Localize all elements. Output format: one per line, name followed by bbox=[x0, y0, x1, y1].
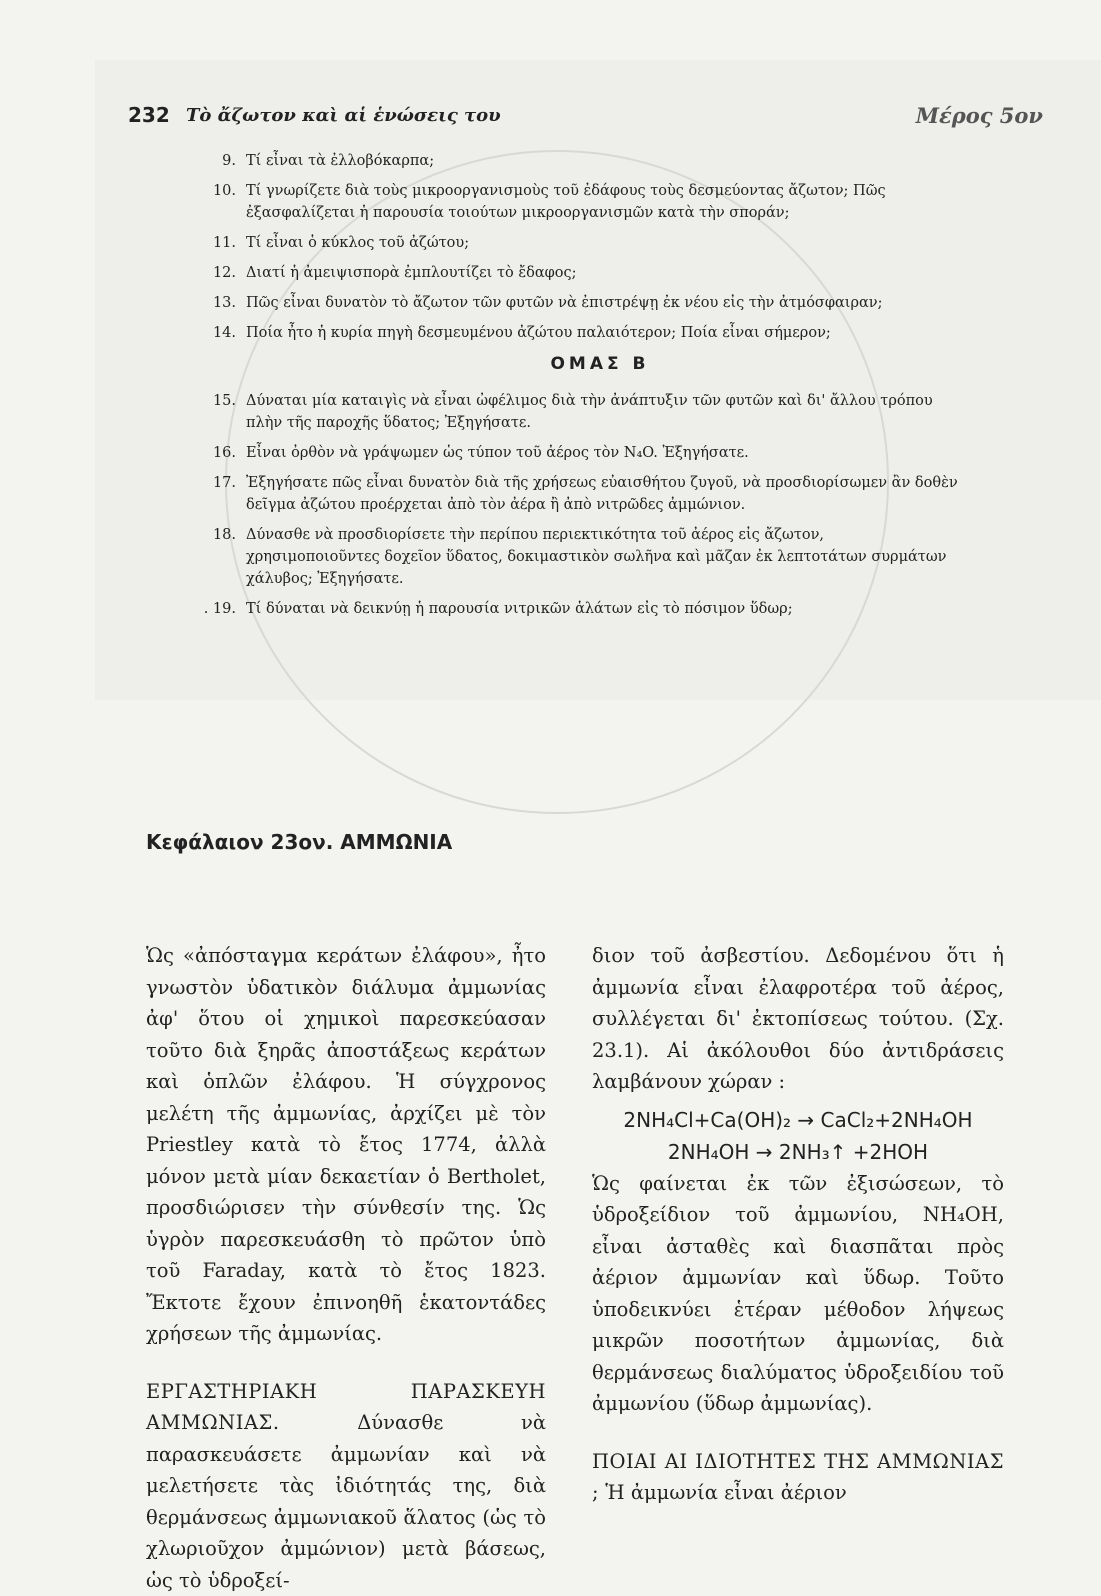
question-item: . 19. Τί δύναται νὰ δεικνύῃ ἡ παρουσία νιτρικῶν ἁλάτων εἰς τὸ πόσιμον ὕδωρ; bbox=[200, 598, 960, 620]
left-column bbox=[146, 940, 546, 1596]
lab-prep-text: Δύνασθε νὰ παρασκευάσετε ἀμμωνίαν καὶ νὰ μελετήσετε τὰς ἰδιότητάς της, διὰ θερμάνσεως ἀμμωνιακοῦ ἅλατος (ὡς τὸ χλωριοῦχον ἀμμώνιον) μετὰ βάσεως, ὡς τὸ ὑδροξεί- bbox=[146, 1411, 546, 1592]
properties-text: Ἡ ἀμμωνία εἶναι ἀέριον bbox=[605, 1481, 846, 1504]
question-item: 9. Τί εἶναι τὰ ἐλλοβόκαρπα; bbox=[200, 150, 960, 172]
right-column bbox=[592, 940, 1004, 1509]
question-item: 11. Τί εἶναι ὁ κύκλος τοῦ ἀζώτου; bbox=[200, 232, 960, 254]
question-item: 18. Δύνασθε νὰ προσδιορίσετε τὴν περίπου περιεκτικότητα τοῦ ἀέρος εἰς ἄζωτον, χρησιμοποιοῦντες δοχεῖον ὕδατος, δοκιμαστικὸν σωλῆνα καὶ μᾶζαν ἐκ λεπτοτάτων συρμάτων χάλυβος; Ἐξηγήσατε. bbox=[200, 524, 960, 590]
properties-paragraph bbox=[592, 1446, 1004, 1509]
question-item: 10. Τί γνωρίζετε διὰ τοὺς μικροοργανισμοὺς τοῦ ἐδάφους τοὺς δεσμεύοντας ἄζωτον; Πῶς ἐξασφαλίζεται ἡ παρουσία τοιούτων μικροοργανισμῶν κατὰ τὴν σποράν; bbox=[200, 180, 960, 224]
question-item: 13. Πῶς εἶναι δυνατὸν τὸ ἄζωτον τῶν φυτῶν νὰ ἐπιστρέψῃ ἐκ νέου εἰς τὴν ἀτμόσφαιραν; bbox=[200, 292, 960, 314]
intro-paragraph: Ὡς «ἀπόσταγμα κεράτων ἐλάφου», ἦτο γνωστὸν ὑδατικὸν διάλυμα ἀμμωνίας ἀφ' ὅτου οἱ χημικοὶ παρεσκεύασαν τοῦτο διὰ ξηρᾶς ἀποστάξεως κεράτων καὶ ὁπλῶν ἐλάφου. Ἡ σύγχρονος μελέτη τῆς ἀμμωνίας, ἀρχίζει μὲ τὸν Priestley κατὰ τὸ ἔτος 1774, ἀλλὰ μόνον μετὰ μίαν δεκαετίαν ὁ Bertholet, προσδιώρισεν τὴν σύνθεσίν της. Ὡς ὑγρὸν παρεσκευάσθη τὸ πρῶτον ὑπὸ τοῦ Faraday, κατὰ τὸ ἔτος 1823. Ἔκτοτε ἔχουν ἐπινοηθῆ ἑκατοντάδες χρήσεων τῆς ἀμμωνίας. bbox=[146, 940, 546, 1350]
review-questions bbox=[200, 150, 960, 628]
question-item: 14. Ποία ἦτο ἡ κυρία πηγὴ δεσμευμένου ἀζώτου παλαιότερον; Ποία εἶναι σήμερον; bbox=[200, 322, 960, 344]
properties-heading: ΠΟΙΑΙ ΑΙ ΙΔΙΟΤΗΤΕΣ ΤΗΣ ΑΜΜΩΝΙΑΣ ; bbox=[592, 1450, 1004, 1505]
chapter-title: Κεφάλαιον 23ον. ΑΜΜΩΝΙΑ bbox=[146, 830, 452, 854]
page-number: 232 bbox=[128, 103, 170, 127]
equation-1: 2NH₄Cl+Ca(OH)₂ → CaCl₂+2NH₄OH bbox=[592, 1104, 1004, 1136]
group-b-heading: ΟΜΑΣ Β bbox=[240, 354, 960, 374]
part-label: Μέρος 5ον bbox=[916, 103, 1043, 128]
lab-prep-heading: ΕΡΓΑΣΤΗΡΙΑΚΗ ΠΑΡΑΣΚΕΥΗ ΑΜΜΩΝΙΑΣ. bbox=[146, 1380, 546, 1435]
continuation-paragraph: διον τοῦ ἀσβεστίου. Δεδομένου ὅτι ἡ ἀμμωνία εἶναι ἐλαφροτέρα τοῦ ἀέρος, συλλέγεται δι' ἐκτοπίσεως τούτου. (Σχ. 23.1). Αἱ ἀκόλουθοι δύο ἀντιδράσεις λαμβάνουν χώραν : bbox=[592, 940, 1004, 1098]
question-item: 12. Διατί ἡ ἀμειψισπορὰ ἐμπλουτίζει τὸ ἔδαφος; bbox=[200, 262, 960, 284]
lab-prep-paragraph bbox=[146, 1376, 546, 1596]
question-item: 17. Ἐξηγήσατε πῶς εἶναι δυνατὸν διὰ τῆς χρήσεως εὐαισθήτου ζυγοῦ, νὰ προσδιορίσωμεν ἂν δοθὲν δεῖγμα ἀζώτου προέρχεται ἀπὸ τὸν ἀέρα ἢ ἀπὸ νιτρῶδες ἀμμώνιον. bbox=[200, 472, 960, 516]
question-item: 16. Εἶναι ὀρθὸν νὰ γράψωμεν ὡς τύπον τοῦ ἀέρος τὸν N₄O. Ἐξηγήσατε. bbox=[200, 442, 960, 464]
page-header bbox=[128, 103, 1043, 133]
equation-2: 2NH₄OH → 2NH₃↑ +2HOH bbox=[592, 1136, 1004, 1168]
explanation-paragraph: Ὡς φαίνεται ἐκ τῶν ἐξισώσεων, τὸ ὑδροξείδιον τοῦ ἀμμωνίου, NH₄OH, εἶναι ἀσταθὲς καὶ διασπᾶται πρὸς ἀέριον ἀμμωνίαν καὶ ὕδωρ. Τοῦτο ὑποδεικνύει ἑτέραν μέθοδον λήψεως μικρῶν ποσοτήτων ἀμμωνίας, διὰ θερμάνσεως διαλύματος ὑδροξειδίου τοῦ ἀμμωνίου (ὕδωρ ἀμμωνίας). bbox=[592, 1168, 1004, 1420]
running-title: Τὸ ἄζωτον καὶ αἱ ἑνώσεις του bbox=[186, 105, 501, 126]
question-item: 15. Δύναται μία καταιγὶς νὰ εἶναι ὠφέλιμος διὰ τὴν ἀνάπτυξιν τῶν φυτῶν καὶ δι' ἄλλου τρόπου πλὴν τῆς παροχῆς ὕδατος; Ἐξηγήσατε. bbox=[200, 390, 960, 434]
